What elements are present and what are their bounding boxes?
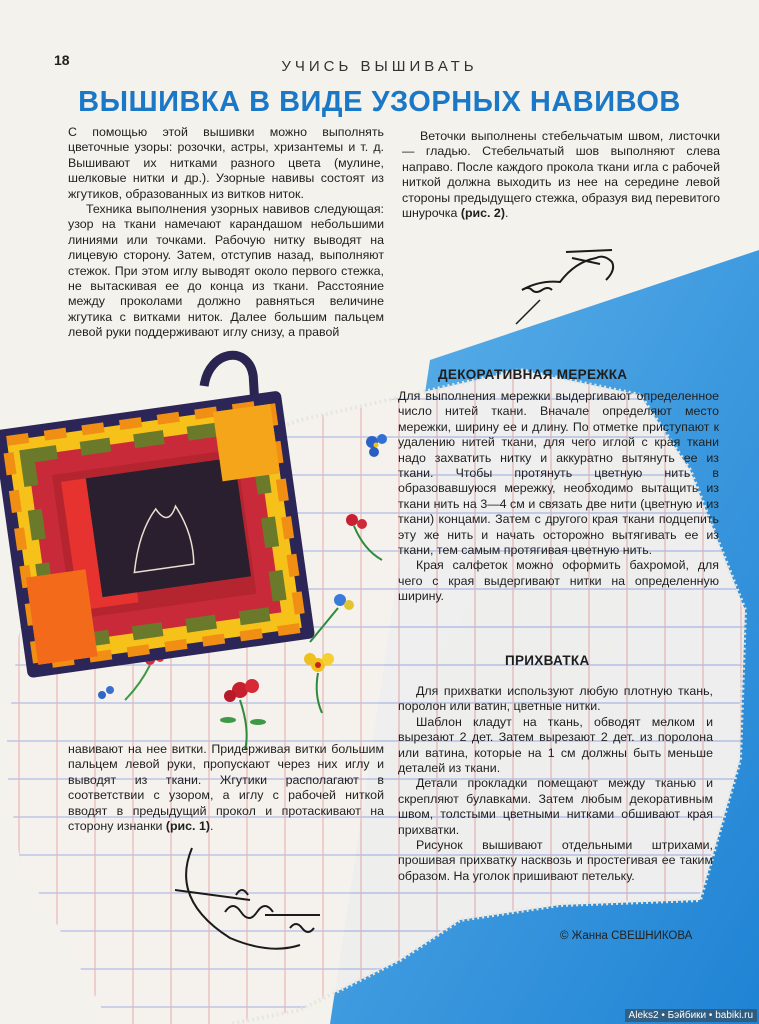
site-watermark: Aleks2 • Бэйбики • babiki.ru bbox=[625, 1009, 757, 1022]
merezhka-text bbox=[398, 389, 719, 605]
column-2-top bbox=[402, 129, 720, 221]
prikhvatka-paragraph-4: Рисунок вышивают отдельными штрихами, прошивая прихватку насквозь и простегивая ее таким образом. На уголок пришивают петельку. bbox=[398, 838, 713, 883]
prikhvatka-heading: ПРИХВАТКА bbox=[505, 653, 590, 668]
fig2-reference: (рис. 2) bbox=[460, 206, 505, 221]
stem-stitch-text: Веточки выполнены стебельчатым швом, листочки — гладью. Стебельчатый шов выполняют слева направо. После каждого прокола ткани игла с рабочей ниткой должна выходить из нее на середине левой стороны предыдущего стежка, образуя вид перевитого шнурочка bbox=[402, 129, 720, 221]
merezhka-paragraph-2: Края салфеток можно оформить бахромой, для чего с края выдергивают нитки на определенную ширину. bbox=[398, 558, 719, 604]
article-title: ВЫШИВКА В ВИДЕ УЗОРНЫХ НАВИВОВ bbox=[78, 86, 681, 118]
intro-paragraph: С помощью этой вышивки можно выполнять цветочные узоры: розочки, астры, хризантемы и т. д. Вышивают их нитками разного цвета (мулине, шелковые нитки и др.). Узорные навивы состоят из жгутиков, образованных из витков ниток. bbox=[68, 125, 384, 201]
potholder bbox=[0, 349, 315, 678]
merezhka-paragraph-1: Для выполнения мережки выдергивают определенное число нитей ткани. Вначале определяют место мережки, ширину ее и длину. По отметке приступают к удалению нитей ткани, для чего иглой с края ткани надо захватить нитку и аккуратно вытянуть ее из ткани. Чтобы протянуть цветную нить в образовавшуюся мережку, необходимо вытащить из ткани нить на 3—4 см и связать две нити (цветную и из ткани) концами. Затем с другого края ткани подцепить эту же нить и начать осторожно вытягивать ее из ткани, тем самым протягивая цветную нить. bbox=[398, 389, 719, 558]
fig1-reference: (рис. 1) bbox=[165, 819, 210, 834]
prikhvatka-paragraph-1: Для прихватки используют любую плотную ткань, поролон или ватин, цветные нитки. bbox=[398, 684, 713, 714]
column-1-top bbox=[68, 125, 384, 341]
fig1-period: . bbox=[209, 819, 214, 834]
column-1-bottom bbox=[68, 742, 384, 834]
merezhka-heading: ДЕКОРАТИВНАЯ МЕРЕЖКА bbox=[438, 367, 628, 382]
fig2-period: . bbox=[504, 206, 509, 221]
prikhvatka-text bbox=[398, 684, 713, 884]
technique-paragraph: Техника выполнения узорных навивов следующая: узор на ткани намечают карандашом небольшими линиями или точками. Рабочую нитку выводят на лицевую сторону. Затем, отступив назад, выполняют стежок. При этом иглу выводят около первого стежка, не вытаскивая ее до конца из ткани. Расстояние между проколами должно равняться величине жгутика с витками ниток. Далее большим пальцем левой руки поддерживают иглу снизу, а правой bbox=[68, 202, 384, 340]
continuation-text: навивают на нее витки. Придерживая витки большим пальцем левой руки, пропускают через них иглу и выводят из ткани. Жгутики располагают в соответствии с узором, а иглу с рабочей ниткой вводят в предыдущий прокол и протаскивают на сторону изнанки bbox=[68, 742, 384, 834]
page-number: 18 bbox=[54, 52, 70, 68]
section-label: УЧИСЬ ВЫШИВАТЬ bbox=[281, 58, 478, 75]
prikhvatka-paragraph-2: Шаблон кладут на ткань, обводят мелком и вырезают 2 дет. Затем вырезают 2 дет. из поролона или ватина, которые на 1 см должны быть меньше деталей из ткани. bbox=[398, 714, 713, 776]
author-credit: © Жанна СВЕШНИКОВА bbox=[560, 930, 693, 942]
prikhvatka-paragraph-3: Детали прокладки помещают между тканью и скрепляют булавками. Затем любым декоративным швом, толстыми цветными нитками обшивают края прихватки. bbox=[398, 776, 713, 837]
